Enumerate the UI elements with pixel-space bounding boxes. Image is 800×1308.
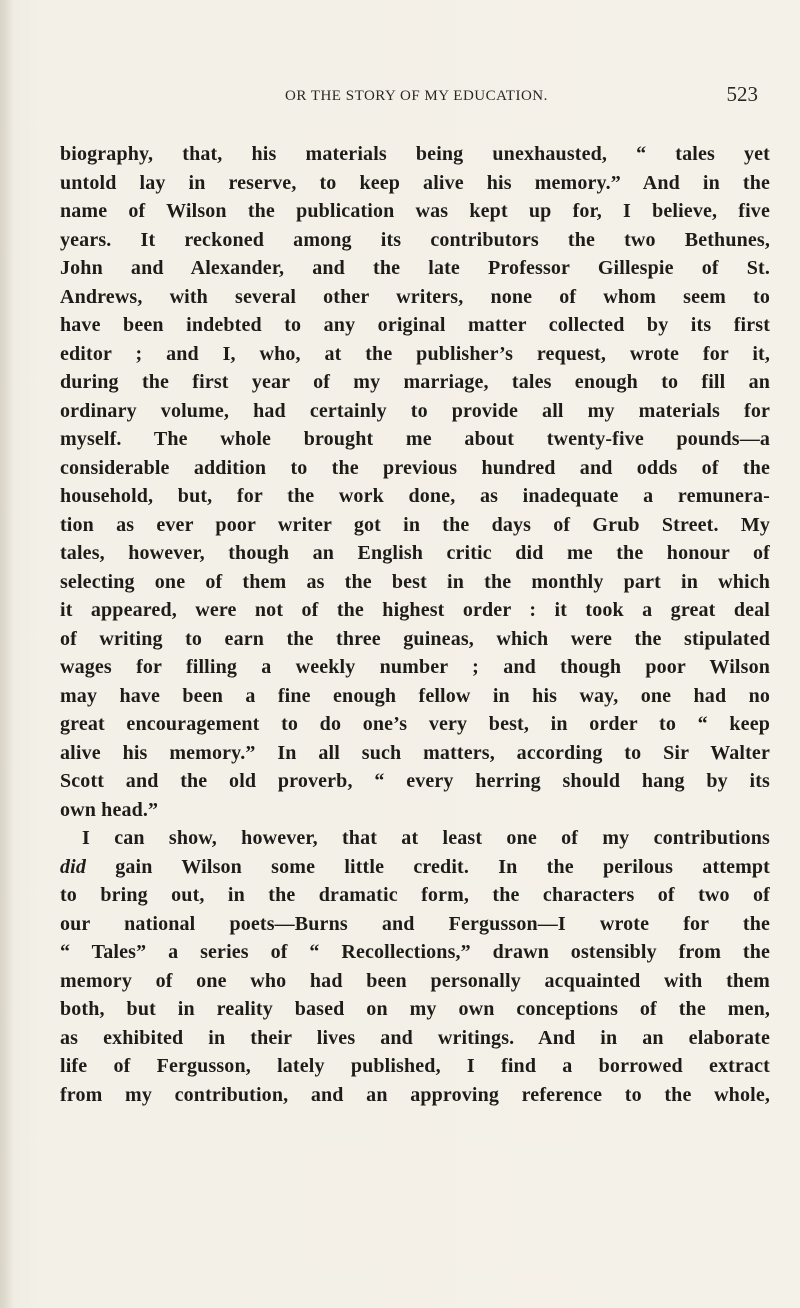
text-line: from my contribution, and an approving reference to the whole, — [60, 1083, 770, 1106]
text-line: both, but in reality based on my own conceptions of the men, — [60, 998, 770, 1020]
text-line: editor ; and I, who, at the publisher’s request, wrote for it, — [60, 342, 770, 365]
text-line: to bring out, in the dramatic form, the characters of two of — [60, 884, 770, 906]
text-line: tion as ever poor writer got in the days of Grub Street. My — [60, 513, 770, 536]
text-line: life of Fergusson, lately published, I find a borrowed extract — [60, 1055, 770, 1077]
text-line: considerable addition to the previous hundred and odds of the — [60, 456, 770, 479]
text-line: alive his memory.” In all such matters, according to Sir Walter — [60, 741, 770, 764]
body-text — [60, 140, 770, 1290]
page-number: 523 — [726, 82, 758, 106]
text-line: wages for filling a weekly number ; and though poor Wilson — [60, 656, 770, 678]
text-line: myself. The whole brought me about twenty-five pounds—a — [60, 428, 770, 450]
text-line: as exhibited in their lives and writings. And in an elaborate — [60, 1026, 770, 1049]
running-head — [60, 82, 760, 112]
text-line: during the first year of my marriage, tales enough to fill an — [60, 371, 770, 393]
text-line: John and Alexander, and the late Professor Gillespie of St. — [60, 257, 770, 279]
text-line: may have been a fine enough fellow in his way, one had no — [60, 684, 770, 707]
text-line: our national poets—Burns and Fergusson—I wrote for the — [60, 912, 770, 935]
text-line: household, but, for the work done, as inadequate a remunera- — [60, 485, 770, 507]
text-line-paragraph-start: I can show, however, that at least one of my contributions — [82, 827, 770, 849]
text-line: did gain Wilson some little credit. In the perilous attempt — [60, 855, 770, 878]
text-line: memory of one who had been personally acquainted with them — [60, 969, 770, 992]
text-line: it appeared, were not of the highest order : it took a great deal — [60, 599, 770, 621]
text-line: name of Wilson the publication was kept up for, I believe, five — [60, 200, 770, 222]
text-line-paragraph-end: own head.” — [60, 798, 159, 821]
text-line: selecting one of them as the best in the monthly part in which — [60, 570, 770, 593]
text-line: of writing to earn the three guineas, which were the stipulated — [60, 627, 770, 650]
text-line: untold lay in reserve, to keep alive his memory.” And in the — [60, 171, 770, 194]
text-line: Scott and the old proverb, “ every herring should hang by its — [60, 770, 770, 792]
running-head-title: OR THE STORY OF MY EDUCATION. — [285, 88, 548, 104]
page-gutter-shadow — [0, 0, 14, 1308]
text-line: great encouragement to do one’s very best, in order to “ keep — [60, 713, 770, 735]
text-line: have been indebted to any original matter collected by its first — [60, 314, 770, 336]
text-line: tales, however, though an English critic did me the honour of — [60, 542, 770, 564]
text-line: biography, that, his materials being unexhausted, “ tales yet — [60, 143, 770, 165]
emphasis: did — [60, 855, 87, 878]
text-line: “ Tales” a series of “ Recollections,” drawn ostensibly from the — [60, 941, 770, 963]
text-line: Andrews, with several other writers, none of whom seem to — [60, 285, 770, 308]
text-line: years. It reckoned among its contributors the two Bethunes, — [60, 228, 770, 251]
text-line: ordinary volume, had certainly to provide all my materials for — [60, 399, 770, 422]
